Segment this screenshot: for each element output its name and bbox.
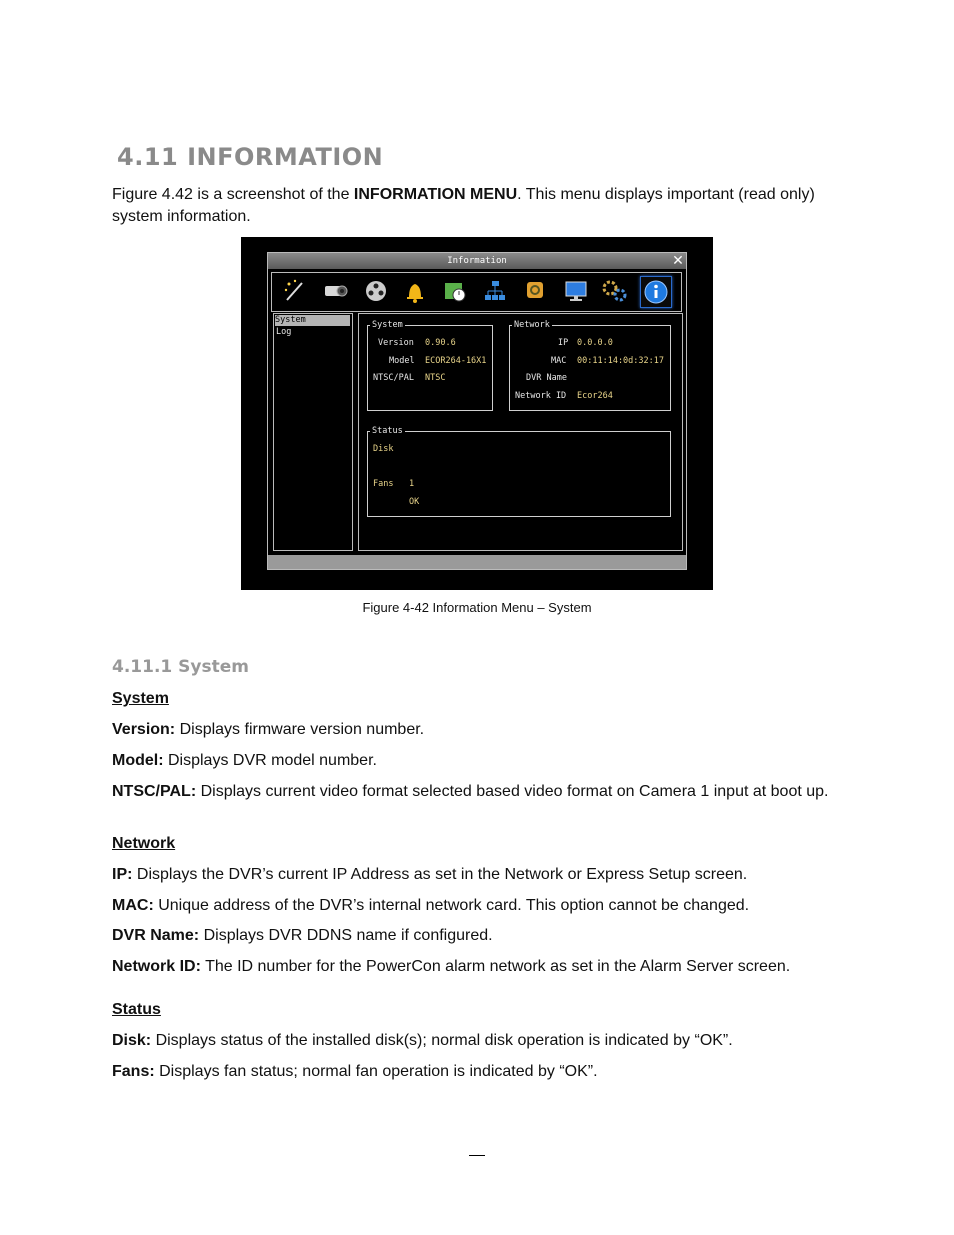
network-id-term: Network ID:: [112, 958, 201, 975]
info-icon[interactable]: [640, 276, 672, 308]
ip-value: 0.0.0.0: [577, 338, 613, 348]
network-id-desc: [112, 958, 790, 976]
network-id-label: Network ID: [515, 391, 567, 401]
system-group-label: System: [372, 320, 403, 330]
status-bar: [268, 555, 686, 569]
section-heading: 4.11 INFORMATION: [117, 143, 384, 171]
nav-item-log[interactable]: Log: [276, 327, 292, 337]
version-label: Version: [378, 338, 414, 348]
ip-label: IP: [558, 338, 569, 348]
network-id-text: The ID number for the PowerCon alarm network as set in the Alarm Server screen.: [200, 958, 791, 975]
nav-item-system[interactable]: System: [275, 315, 350, 326]
dvr-name-label: DVR Name: [526, 373, 567, 383]
fans-status: OK: [409, 497, 420, 507]
search-icon[interactable]: [521, 276, 551, 306]
disk-desc: [112, 1032, 733, 1050]
wand-icon[interactable]: [280, 276, 310, 306]
mac-term: MAC:: [112, 897, 154, 914]
camera-icon[interactable]: [321, 276, 351, 306]
mac-value: 00:11:14:0d:32:17: [577, 356, 664, 366]
network-title: Network: [112, 835, 176, 852]
version-desc: [112, 721, 424, 739]
ntsc-text: Displays current video format selected based video format on Camera 1 input at boot up.: [196, 783, 829, 800]
ip-text: Displays the DVR’s current IP Address as set in the Network or Express Setup screen.: [132, 866, 748, 883]
network-id-value: Ecor264: [577, 391, 613, 401]
model-value: ECOR264-16X1: [425, 356, 487, 366]
network-icon[interactable]: [480, 276, 510, 306]
dvr-name-desc: [112, 927, 493, 945]
version-value: 0.90.6: [425, 338, 456, 348]
system-title: System: [112, 690, 169, 707]
ip-desc: [112, 866, 747, 884]
version-text: Displays firmware version number.: [175, 721, 425, 738]
schedule-icon[interactable]: [440, 276, 470, 306]
ip-term: IP:: [112, 866, 133, 883]
monitor-icon[interactable]: [561, 276, 591, 306]
ntsc-desc: [112, 783, 828, 801]
network-group-label: Network: [514, 320, 550, 330]
intro-text-end: . This menu displays important (read only) system information.: [112, 186, 815, 225]
film-reel-icon[interactable]: [361, 276, 391, 306]
disk-label: Disk: [373, 444, 394, 454]
mac-desc: [112, 897, 749, 915]
disk-text: Displays status of the installed disk(s); normal disk operation is indicated by “OK”.: [151, 1032, 733, 1049]
model-text: Displays DVR model number.: [163, 752, 377, 769]
disk-term: Disk:: [112, 1032, 152, 1049]
ntsc-pal-value: NTSC: [425, 373, 446, 383]
intro-bold: INFORMATION MENU: [353, 186, 518, 203]
intro-paragraph: [112, 184, 852, 228]
page-footer-rule: [469, 1155, 485, 1156]
fans-text: Displays fan status; normal fan operation is indicated by “OK”.: [154, 1063, 598, 1080]
figure-caption: Figure 4-42 Information Menu – System: [362, 600, 592, 615]
nav-pane: [273, 313, 353, 551]
gears-icon[interactable]: [600, 276, 630, 306]
status-title: Status: [112, 1001, 161, 1018]
dvr-name-term: DVR Name:: [112, 927, 200, 944]
fans-desc: [112, 1063, 598, 1081]
fans-label: Fans: [373, 479, 394, 489]
intro-text: Figure 4.42 is a screenshot of the: [112, 186, 354, 203]
model-label: Model: [389, 356, 415, 366]
version-term: Version:: [112, 721, 176, 738]
close-icon[interactable]: ✕: [672, 253, 684, 269]
bell-icon[interactable]: [400, 276, 430, 306]
dvr-name-text: Displays DVR DDNS name if configured.: [199, 927, 493, 944]
status-group-label: Status: [372, 426, 403, 436]
ntsc-term: NTSC/PAL:: [112, 783, 197, 800]
subsection-heading: 4.11.1 System: [112, 657, 249, 677]
ntsc-pal-label: NTSC/PAL: [373, 373, 414, 383]
mac-text: Unique address of the DVR’s internal network card. This option cannot be changed.: [153, 897, 750, 914]
fans-value: 1: [409, 479, 415, 489]
model-term: Model:: [112, 752, 164, 769]
mac-label: MAC: [551, 356, 567, 366]
window-title: Information: [268, 253, 686, 269]
model-desc: [112, 752, 377, 770]
fans-term: Fans:: [112, 1063, 155, 1080]
